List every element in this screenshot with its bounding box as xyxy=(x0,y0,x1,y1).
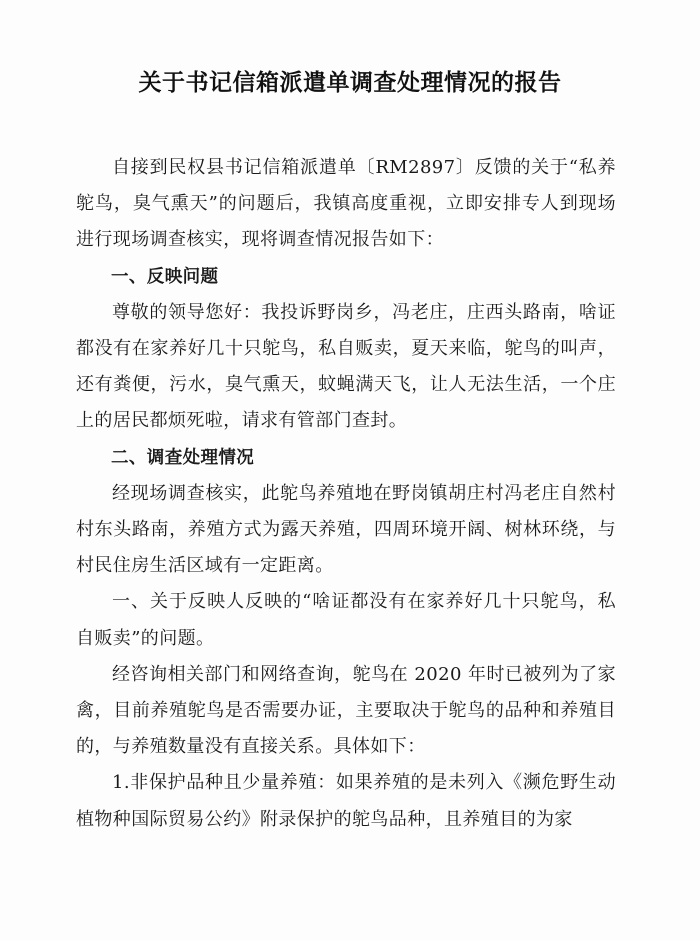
document-title: 关于书记信箱派遣单调查处理情况的报告 xyxy=(138,70,562,96)
issue-one-paragraph: 一、关于反映人反映的“啥证都没有在家养好几十只鸵鸟，私自贩卖”的问题。 xyxy=(76,591,616,649)
rule-one-paragraph: 1.非保护品种且少量养殖：如果养殖的是未列入《濒危野生动植物种国际贸易公约》附录保护的鸵鸟品种，且养殖目的为家 xyxy=(76,772,616,830)
site-findings-paragraph: 经现场调查核实，此鸵鸟养殖地在野岗镇胡庄村冯老庄自然村村东头路南，养殖方式为露天养殖，四周环境开阔、树林环绕，与村民住房生活区域有一定距离。 xyxy=(76,482,616,577)
section-heading-reported-issue: 一、反映问题 xyxy=(111,266,219,287)
section-heading-investigation: 二、调查处理情况 xyxy=(111,447,255,468)
complaint-paragraph: 尊敬的领导您好：我投诉野岗乡，冯老庄，庄西头路南，啥证都没有在家养好几十只鸵鸟，私自贩卖，夏天来临，鸵鸟的叫声，还有粪便，污水，臭气熏天，蚊蝇满天飞，让人无法生活，一个庄上的居民都烦死啦，请求有管部门查封。 xyxy=(76,301,616,432)
document-body xyxy=(76,150,616,838)
intro-paragraph: 自接到民权县书记信箱派遣单〔RM2897〕反馈的关于“私养鸵鸟，臭气熏天”的问题后，我镇高度重视，立即安排专人到现场进行现场调查核实，现将调查情况报告如下： xyxy=(76,157,616,251)
consultation-paragraph: 经咨询相关部门和网络查询，鸵鸟在 2020 年时已被列为了家禽，目前养殖鸵鸟是否需要办证，主要取决于鸵鸟的品种和养殖目的，与养殖数量没有直接关系。具体如下： xyxy=(76,663,616,758)
